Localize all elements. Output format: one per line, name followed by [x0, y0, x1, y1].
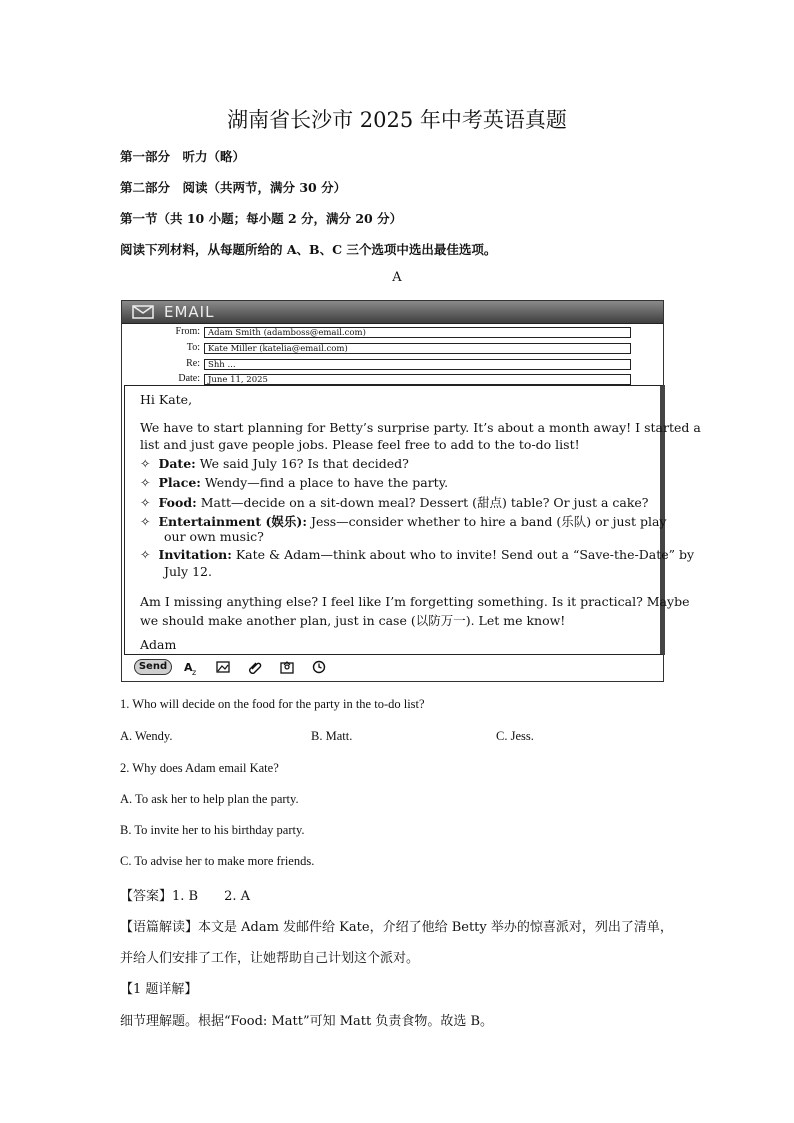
todo-item-food: ✧ Food: Matt—decide on a sit-down meal? Dessert (甜点) table? Or just a cake?: [140, 495, 649, 510]
email-body[interactable]: [124, 385, 701, 655]
todo-item-date: ✧ Date: We said July 16? Is that decided?: [140, 456, 409, 471]
paragraph-1-line-2: list and just gave people jobs. Please feel free to add to the to-do list!: [140, 437, 580, 452]
diamond-bullet-icon: ✧: [140, 495, 151, 510]
interpretation-line-2: 并给人们安排了工作，让她帮助自己计划这个派对。: [120, 951, 420, 966]
diamond-bullet-icon: ✧: [140, 514, 151, 529]
svg-text:z: z: [192, 668, 197, 675]
from-label: From:: [175, 326, 200, 337]
q2-option-c: C. To advise her to make more friends.: [120, 854, 315, 868]
envelope-icon: [132, 305, 154, 319]
diamond-bullet-icon: ✧: [140, 475, 151, 490]
from-field[interactable]: Adam Smith (adamboss@email.com): [204, 327, 631, 338]
interpretation-line-1: 【语篇解读】本文是 Adam 发邮件给 Kate，介绍了他给 Betty 举办的惊喜派对，列出了清单，: [120, 920, 673, 935]
send-button[interactable]: Send: [134, 659, 172, 675]
email-title-bar: [122, 301, 663, 324]
greeting: Hi Kate,: [140, 392, 193, 407]
todo-item-entertainment-cont: our own music?: [164, 529, 264, 544]
todo-item-entertainment: ✧ Entertainment (娱乐): Jess—consider whether to hire a band (乐队) or just play: [140, 514, 667, 529]
to-field[interactable]: Kate Miller (katelia@email.com): [204, 343, 631, 354]
to-label: To:: [186, 342, 200, 353]
text-format-icon[interactable]: [184, 661, 200, 675]
attachment-icon[interactable]: [248, 660, 262, 674]
subject-label: Re:: [186, 358, 200, 369]
q2-option-a: A. To ask her to help plan the party.: [120, 792, 299, 806]
q1-option-c: C. Jess.: [496, 729, 534, 743]
signature: Adam: [140, 637, 177, 652]
question-1: 1. Who will decide on the food for the party in the to-do list?: [120, 697, 425, 711]
date-field[interactable]: June 11, 2025: [204, 374, 631, 385]
question-2: 2. Why does Adam email Kate?: [120, 761, 279, 775]
email-header-word: EMAIL: [164, 303, 215, 321]
todo-item-invitation-cont: July 12.: [164, 564, 212, 579]
passage-letter: A: [392, 270, 402, 285]
date-label: Date:: [178, 373, 200, 384]
answer-line: 【答案】1. B 2. A: [120, 889, 251, 904]
insert-image-icon[interactable]: [216, 661, 230, 673]
paragraph-2-line-1: Am I missing anything else? I feel like I’m forgetting something. Is it practical? Maybe: [140, 594, 690, 609]
q1-option-a: A. Wendy.: [120, 729, 173, 743]
part1-heading: 第一部分 听力（略）: [120, 149, 246, 164]
section1-heading: 第一节（共 10 小题；每小题 2 分，满分 20 分）: [120, 211, 403, 226]
todo-item-place: ✧ Place: Wendy—find a place to have the party.: [140, 475, 449, 490]
instruction-text: 阅读下列材料，从每题所给的 A、B、C 三个选项中选出最佳选项。: [120, 242, 497, 257]
detail-heading: 【1 题详解】: [120, 982, 198, 997]
todo-item-invitation: ✧ Invitation: Kate & Adam—think about who to invite! Send out a “Save-the-Date” by: [140, 547, 695, 562]
part2-heading: 第二部分 阅读（共两节，满分 30 分）: [120, 180, 347, 195]
paragraph-2-line-2: we should make another plan, just in case (以防万一). Let me know!: [140, 613, 566, 628]
email-screenshot: [121, 300, 701, 682]
subject-field[interactable]: Shh ...: [204, 359, 631, 370]
signature-icon[interactable]: [280, 660, 294, 674]
diamond-bullet-icon: ✧: [140, 547, 151, 562]
detail-text: 细节理解题。根据“Food: Matt”可知 Matt 负责食物。故选 B。: [120, 1014, 494, 1029]
diamond-bullet-icon: ✧: [140, 456, 151, 471]
schedule-clock-icon[interactable]: [312, 660, 326, 674]
paragraph-1-line-1: We have to start planning for Betty’s surprise party. It’s about a month away! I started a: [140, 420, 701, 435]
email-toolbar: [124, 656, 659, 678]
svg-text:A: A: [184, 661, 193, 674]
q1-option-b: B. Matt.: [311, 729, 353, 743]
q2-option-b: B. To invite her to his birthday party.: [120, 823, 305, 837]
page-title: 湖南省长沙市 2025 年中考英语真题: [227, 108, 567, 132]
